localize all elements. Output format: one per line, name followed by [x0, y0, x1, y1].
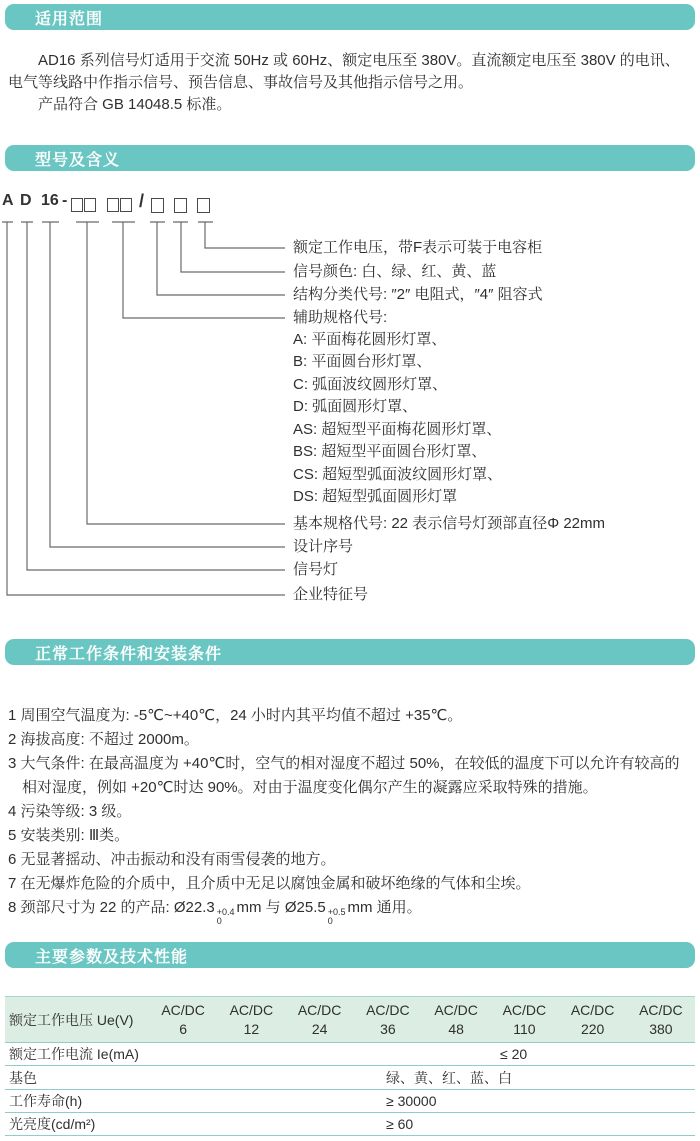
section-title-model: 型号及含义	[35, 151, 121, 169]
tolerance-sub: 0	[216, 916, 222, 926]
model-label: 额定工作电压，带F表示可装于电容柜	[293, 239, 543, 256]
voltage-column	[490, 1001, 558, 1039]
voltage-value: 110	[513, 1020, 536, 1037]
section-title-params: 主要参数及技术性能	[35, 948, 189, 966]
voltage-column	[286, 1001, 354, 1039]
section-bar-model	[5, 145, 695, 171]
voltage-value: 36	[380, 1020, 396, 1037]
scope-paragraph-2: 产品符合 GB 14048.5 标准。	[38, 96, 232, 113]
condition-item: 4 污染等级: 3 级。	[8, 803, 132, 820]
model-label: 辅助规格代号:	[293, 309, 388, 326]
scope-paragraph-1: AD16 系列信号灯适用于交流 50Hz 或 60Hz、额定电压至 380V。直流额定电压至 380V 的电讯、电气等线路中作指示信号、预告信息、事故信号及其他指示信号之用。	[8, 52, 680, 91]
current-value: ≤ 20	[500, 1046, 528, 1062]
acdc-label: AC/DC	[570, 1001, 615, 1018]
voltage-column	[354, 1001, 422, 1039]
model-label: 信号灯	[293, 561, 339, 578]
model-label: A: 平面梅花圆形灯罩、	[293, 331, 447, 348]
model-label: 结构分类代号: ″2″ 电阻式，″4″ 阻容式	[293, 286, 543, 303]
model-label: C: 弧面波纹圆形灯罩、	[293, 376, 448, 393]
model-code-box	[107, 198, 119, 212]
acdc-label: AC/DC	[297, 1001, 342, 1018]
scope-body	[8, 50, 692, 116]
model-code-number-16: 16	[41, 192, 59, 209]
model-diagram	[0, 190, 700, 615]
model-label: 设计序号	[293, 538, 354, 555]
voltage-value: 48	[448, 1020, 464, 1037]
model-label: 信号颜色: 白、绿、红、黄、蓝	[293, 263, 497, 280]
tolerance-sub: 0	[327, 916, 333, 926]
condition-item: 2 海拔高度: 不超过 2000m。	[8, 731, 199, 748]
tolerance-stack	[328, 908, 346, 926]
tolerance-sup: +0.4	[216, 907, 235, 917]
voltage-value: 380	[649, 1020, 673, 1037]
model-label: B: 平面圆台形灯罩、	[293, 353, 432, 370]
model-label: D: 弧面圆形灯罩、	[293, 398, 418, 415]
voltage-column	[149, 1001, 217, 1039]
condition-8-middle: mm 与 Ø25.5	[236, 899, 326, 916]
model-code-box	[174, 198, 187, 213]
model-label: 基本规格代号: 22 表示信号灯颈部直径Φ 22mm	[293, 515, 605, 532]
condition-8-suffix: mm 通用。	[347, 899, 422, 916]
condition-item: 1 周围空气温度为: -5℃~+40℃，24 小时内其平均值不超过 +35℃。	[8, 707, 463, 724]
model-code-letter-a: A	[2, 192, 14, 209]
section-bar-conditions	[5, 639, 695, 665]
params-table	[5, 996, 695, 1136]
tolerance-sup: +0.5	[327, 907, 346, 917]
table-row-life	[5, 1090, 695, 1113]
row-label-current: 额定工作电流 Ie(mA)	[9, 1046, 139, 1062]
brightness-value: ≥ 60	[386, 1116, 414, 1132]
model-label: 企业特征号	[293, 586, 369, 603]
table-row-current	[5, 1043, 695, 1066]
model-code-box	[71, 198, 83, 212]
table-row-brightness	[5, 1113, 695, 1136]
model-code-slash: /	[139, 191, 145, 211]
acdc-label: AC/DC	[229, 1001, 274, 1018]
section-title-conditions: 正常工作条件和安装条件	[35, 645, 223, 663]
tolerance-stack	[217, 908, 235, 926]
voltage-value: 24	[311, 1020, 328, 1037]
voltage-value: 6	[179, 1020, 188, 1037]
acdc-label: AC/DC	[366, 1001, 410, 1018]
conditions-list	[8, 704, 694, 926]
acdc-label: AC/DC	[434, 1001, 478, 1018]
voltage-column	[627, 1001, 695, 1039]
model-label: DS: 超短型弧面圆形灯罩	[293, 488, 458, 505]
condition-item: 5 安装类别: Ⅲ类。	[8, 827, 130, 844]
model-label: CS: 超短型弧面波纹圆形灯罩、	[293, 466, 503, 483]
row-label-base-color: 基色	[9, 1069, 37, 1086]
condition-8-prefix: 8 颈部尺寸为 22 的产品: Ø22.3	[8, 899, 215, 916]
life-value: ≥ 30000	[386, 1093, 437, 1109]
acdc-label: AC/DC	[639, 1001, 683, 1018]
acdc-label: AC/DC	[502, 1001, 547, 1018]
voltage-column	[559, 1001, 627, 1039]
model-code-box	[84, 198, 96, 212]
section-bar-params	[5, 942, 695, 968]
voltage-column	[422, 1001, 490, 1039]
model-code-box	[151, 198, 164, 213]
model-code-box	[197, 198, 210, 213]
table-row-base-color	[5, 1066, 695, 1090]
row-label-brightness: 光亮度(cd/m²)	[9, 1116, 96, 1132]
model-code-box	[120, 198, 132, 212]
base-color-value: 绿、黄、红、蓝、白	[386, 1069, 512, 1086]
voltage-column	[217, 1001, 285, 1039]
model-label: AS: 超短型平面梅花圆形灯罩、	[293, 421, 502, 438]
model-code-letter-d: D	[20, 192, 32, 209]
condition-item: 7 在无爆炸危险的介质中，且介质中无足以腐蚀金属和破坏绝缘的气体和尘埃。	[8, 875, 531, 892]
acdc-label: AC/DC	[161, 1001, 205, 1018]
condition-item-8	[8, 896, 694, 926]
voltage-columns	[149, 1001, 695, 1039]
condition-item: 6 无显著摇动、冲击振动和没有雨雪侵袭的地方。	[8, 851, 336, 868]
condition-item: 3 大气条件: 在最高温度为 +40℃时，空气的相对湿度不超过 50%，在较低的温度下可以允许有较高的相对湿度，例如 +20℃时达 90%。对由于温度变化偶尔产生的凝露应采取特殊的措施。	[8, 755, 680, 796]
model-code-dash: -	[62, 192, 68, 209]
voltage-value: 220	[580, 1020, 605, 1037]
voltage-value: 12	[243, 1020, 260, 1037]
section-bar-scope	[5, 4, 695, 30]
row-label-voltage: 额定工作电压 Ue(V)	[9, 1011, 134, 1028]
table-row-voltage	[5, 996, 695, 1043]
model-label: BS: 超短型平面圆台形灯罩、	[293, 443, 487, 460]
row-label-life: 工作寿命(h)	[9, 1093, 83, 1109]
section-title-scope: 适用范围	[35, 10, 104, 28]
